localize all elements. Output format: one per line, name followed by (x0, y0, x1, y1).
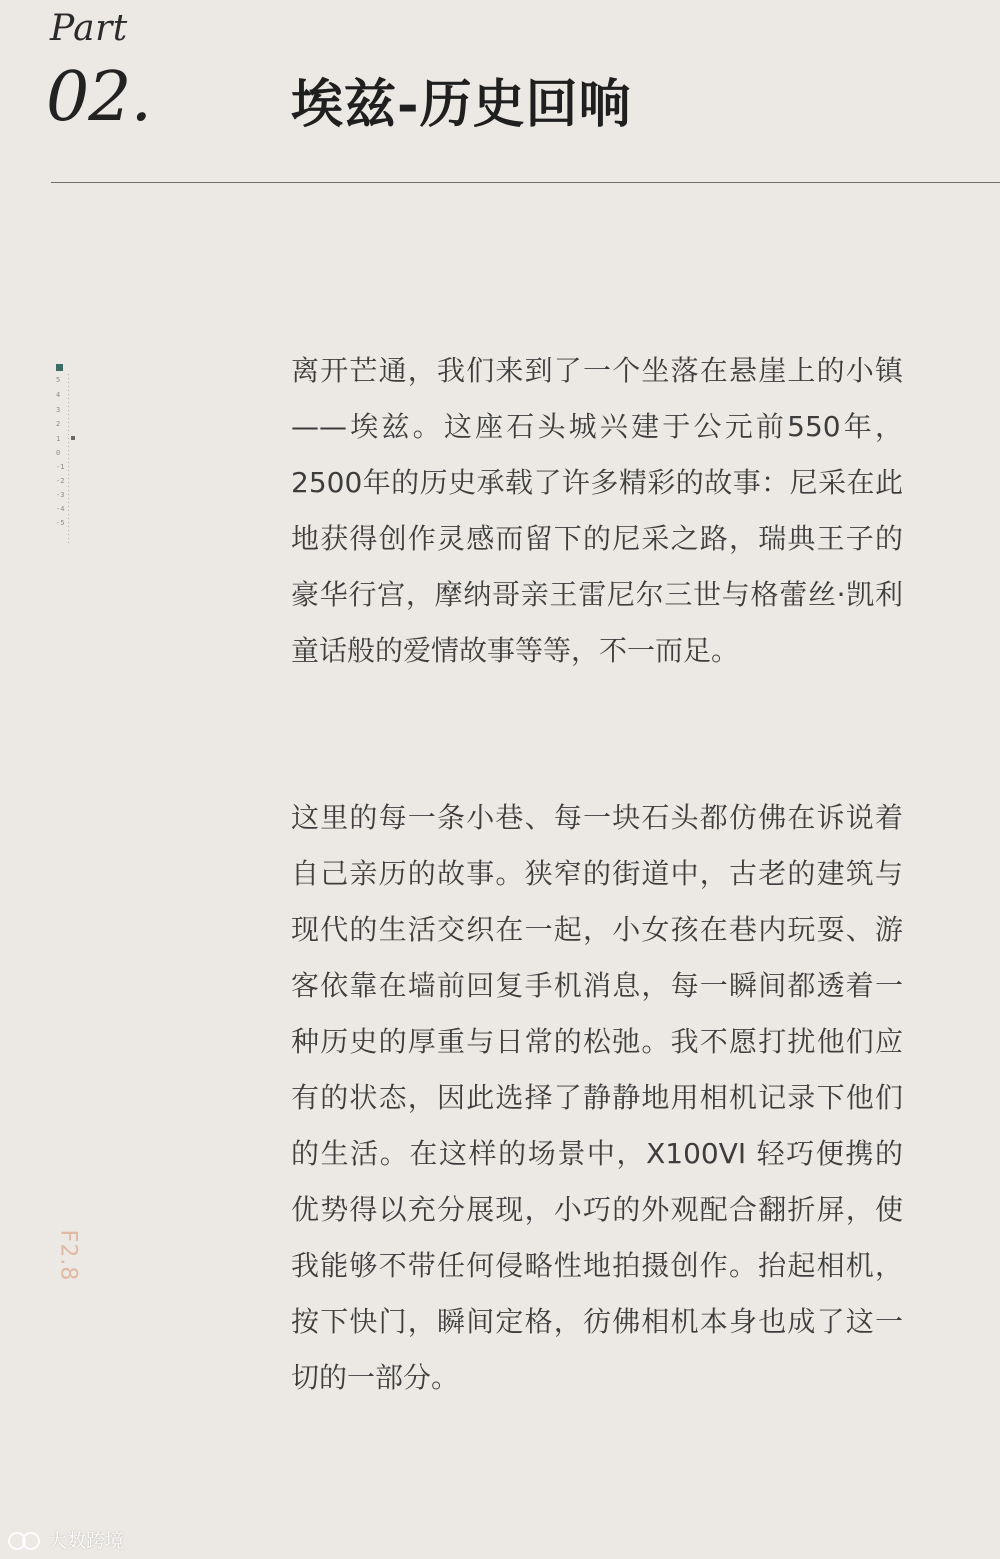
scale-tick: 3 (56, 406, 61, 414)
color-swatch (56, 364, 63, 371)
scale-tick: 1 (56, 435, 61, 443)
body-paragraph-2: 这里的每一条小巷、每一块石头都仿佛在诉说着自己亲历的故事。狭窄的街道中，古老的建筑与现代的生活交织在一起，小女孩在巷内玩耍、游客依靠在墙前回复手机消息，每一瞬间都透着一种历史的厚重与日常的松弛。我不愿打扰他们应有的状态，因此选择了静静地用相机记录下他们的生活。在这样的场景中，X100VI 轻巧便携的优势得以充分展现，小巧的外观配合翻折屏，使我能够不带任何侵略性地拍摄创作。抬起相机，按下快门，瞬间定格，彷佛相机本身也成了这一切的一部分。 (291, 801, 903, 1394)
page-title: 埃兹-历史回响 (291, 74, 632, 135)
aperture-text: F2.8 (55, 1229, 81, 1282)
scale-tick: -5 (56, 519, 65, 527)
watermark-logo-icon (8, 1530, 44, 1550)
part-number: 02. (46, 58, 152, 137)
scale-tick: 0 (56, 449, 61, 457)
scale-marker (71, 436, 75, 440)
watermark-text: 大数跨境 (48, 1530, 125, 1552)
scale-tick: 5 (56, 376, 61, 384)
header-divider (51, 182, 1000, 183)
scale-tick: 4 (56, 391, 61, 399)
scale-tick: 2 (56, 420, 61, 428)
watermark (8, 1526, 124, 1553)
part-label: Part (50, 8, 128, 49)
scale-tick: -3 (56, 491, 65, 499)
scale-tick: -2 (56, 477, 65, 485)
exposure-scale (55, 364, 77, 544)
scale-tick: -4 (56, 505, 65, 513)
body-paragraph-1: 离开芒通，我们来到了一个坐落在悬崖上的小镇——埃兹。这座石头城兴建于公元前550年，2500年的历史承载了许多精彩的故事：尼采在此地获得创作灵感而留下的尼采之路，瑞典王子的豪华行宫，摩纳哥亲王雷尼尔三世与格蕾丝·凯利童话般的爱情故事等等，不一而足。 (291, 354, 903, 667)
aperture-label (52, 1228, 82, 1283)
scale-tick: -1 (56, 463, 65, 471)
scale-bar (68, 374, 69, 546)
